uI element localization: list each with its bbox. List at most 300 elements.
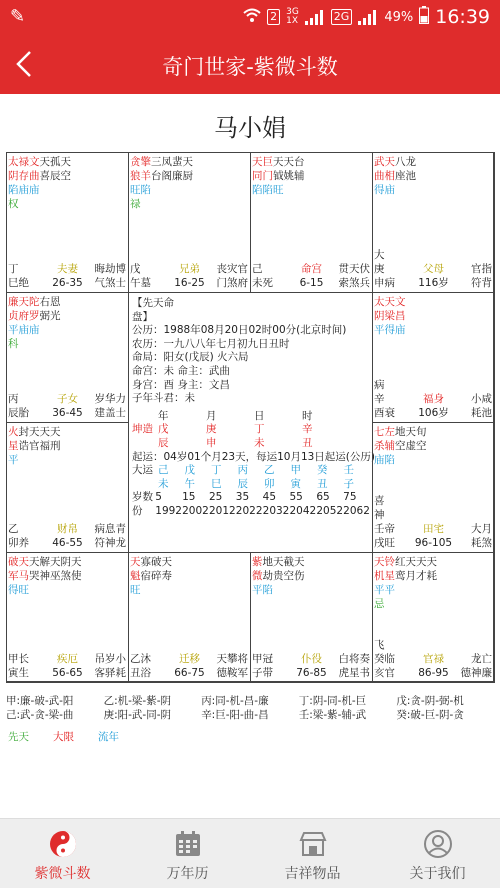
palace-name-row (129, 652, 250, 666)
palace-footer (373, 638, 494, 680)
palace-ganzhi: 壬帝 (374, 523, 395, 535)
star-line (129, 169, 250, 183)
sihua-legend-item: 甲:廉-破-武-阳 (6, 695, 74, 707)
palace-shensha: 气煞士 (94, 277, 126, 289)
palace-shensha: 虎星书 (338, 667, 370, 679)
star-text: 鸾月才耗 (395, 570, 437, 582)
star-line (7, 583, 128, 597)
star-text: 天 (130, 556, 141, 568)
palace-extra (373, 378, 494, 392)
tab-ziwei[interactable] (0, 819, 125, 888)
palace-name-row (373, 652, 494, 666)
sihua-legend-item: 癸:破-巨-阴-贪 (396, 709, 464, 721)
palace-name-row (251, 652, 372, 666)
dayun-cell: 2022 (235, 504, 263, 517)
clock: 16:39 (435, 6, 490, 28)
star-line (373, 425, 494, 439)
palace-range-row (7, 536, 128, 550)
daxian-toggle[interactable]: 大限 (53, 731, 74, 743)
palace-shensha: 符背 (470, 277, 492, 289)
palace-footer (129, 262, 250, 290)
star-text: 宿碎寿 (140, 570, 172, 582)
star-line (251, 169, 372, 183)
star-text: 座池 (395, 170, 416, 182)
center-header: 【先天命 (132, 297, 174, 309)
tab-label: 紫微斗数 (34, 866, 91, 882)
bottom-tab-bar (0, 818, 500, 888)
lunar-date: 农历：一九八八年七月初九日丑时 (132, 337, 290, 350)
star-text: 平得庙 (374, 324, 406, 336)
star-text: 阴梁昌 (374, 310, 406, 322)
palace-range-row (373, 406, 494, 420)
star-text: 平陷 (252, 584, 273, 596)
palace-age-range: 6-15 (299, 277, 324, 289)
star-line (7, 439, 128, 453)
palace-shensha: 天攀将 (216, 653, 248, 665)
star-line (129, 583, 250, 597)
palace-cell[interactable] (372, 292, 495, 423)
palace-name: 子女 (56, 393, 78, 405)
sihua-legend-item: 辛:巨-阳-曲-昌 (201, 709, 269, 721)
palace-cell[interactable] (372, 152, 495, 293)
star-text: 权 (8, 198, 19, 210)
palace-cell[interactable] (128, 152, 251, 293)
star-line (7, 183, 128, 197)
star-line (129, 183, 250, 197)
sihua-legend-item: 戊:贪-阴-弼-机 (396, 695, 464, 707)
palace-extra (373, 508, 494, 522)
star-text: 阴存曲 (8, 170, 40, 182)
palace-shensha: 建盖士 (94, 407, 126, 419)
dayun-cell: 55 (289, 491, 303, 504)
star-text: 空虚空 (395, 440, 427, 452)
star-line (7, 295, 128, 309)
dayun-cell: 寅 (290, 477, 301, 490)
star-text: 同门 (252, 170, 273, 182)
star-text: 右恩 (39, 296, 61, 308)
star-text: 地天旬 (395, 426, 427, 438)
palace-shensha: 丧灾官 (216, 263, 248, 275)
dayun-cell: 2012 (208, 504, 236, 517)
star-text: 曲相 (374, 170, 395, 182)
palace-age-range: 106岁 (418, 407, 449, 419)
palace-shensha: 龙亡 (470, 653, 492, 665)
star-text: 天天台 (273, 156, 305, 168)
palace-footer (251, 262, 372, 290)
dayun-cell: 2042 (289, 504, 317, 517)
palace-age-range: 66-75 (174, 667, 205, 679)
star-text: 诰官福刑 (18, 440, 61, 452)
palace-range-row (373, 666, 494, 680)
palace-footer (373, 494, 494, 550)
palace-ganzhi: 丙 (8, 393, 19, 405)
palace-shensha: 大月 (470, 523, 492, 535)
palace-extra (373, 494, 494, 508)
palace-age-range: 46-55 (52, 537, 83, 549)
star-text: 得庙 (374, 184, 395, 196)
legend-row-1 (6, 694, 494, 708)
shop-icon (298, 829, 328, 859)
pillar-stems-row: 坤造 戊 庚 丁 辛 (132, 423, 313, 436)
palace-range-row (7, 406, 128, 420)
palace-ganzhi: 酉衰 (374, 407, 395, 419)
star-text: 弼光 (39, 310, 61, 322)
palace-shensha: 索煞兵 (338, 277, 370, 289)
palace-shensha: 德神廉 (460, 667, 492, 679)
palace-age-range: 26-35 (52, 277, 83, 289)
palace-ganzhi: 戊 (130, 263, 141, 275)
palace-cell[interactable] (250, 552, 373, 683)
palace-range-row (7, 276, 128, 290)
star-text: 太禄文 (8, 156, 40, 168)
star-text: 狼羊 (130, 170, 151, 182)
palace-name-row (7, 392, 128, 406)
palace-age-range: 56-65 (52, 667, 83, 679)
star-text: 旺 (130, 584, 141, 596)
palace-shensha: 客驿耗 (94, 667, 126, 679)
legend-row-2 (6, 708, 494, 722)
network-2g-badge: 2G (331, 9, 353, 25)
sihua-legend-item: 己:武-贪-梁-曲 (6, 709, 74, 721)
star-line (251, 155, 372, 169)
star-text: 八龙 (395, 156, 416, 168)
palace-range-row (129, 276, 250, 290)
star-text: 机星 (374, 570, 395, 582)
dayun-ages-row: 岁数 5 15 25 35 45 55 65 75 (132, 491, 370, 505)
star-line (373, 155, 494, 169)
user-icon (423, 829, 453, 859)
star-line (7, 569, 128, 583)
star-text: 军马 (8, 570, 29, 582)
palace-age-range: 86-95 (418, 667, 449, 679)
palace-age-range: 116岁 (418, 277, 449, 289)
star-line (373, 169, 494, 183)
palace-name-row (373, 522, 494, 536)
palace-shensha: 门煞府 (216, 277, 248, 289)
palace-name: 夫妻 (56, 263, 78, 275)
star-line (251, 555, 372, 569)
palace-range-row (251, 666, 372, 680)
star-text: 火 (8, 426, 19, 438)
palace-name: 迁移 (178, 653, 200, 665)
star-text: 得旺 (8, 584, 29, 596)
star-line (373, 597, 494, 611)
star-line (7, 555, 128, 569)
palace-shensha: 病息青 (94, 523, 126, 535)
calendar-icon (173, 829, 203, 859)
sihua-legend-item: 丙:同-机-昌-廉 (201, 695, 269, 707)
pillar-header-row: 年 月 日 时 (158, 409, 313, 422)
palace-shensha: 官指 (470, 263, 492, 275)
palace-footer (7, 392, 128, 420)
star-text: 天巨 (252, 156, 273, 168)
palace-ganzhi: 己 (252, 263, 263, 275)
dayun-cell: 乙 (264, 464, 275, 477)
star-text: 忌 (374, 598, 385, 610)
palace-name: 命宫 (300, 263, 322, 275)
palace-name-row (251, 262, 372, 276)
star-text: 地天截天 (262, 556, 305, 568)
star-line (129, 155, 250, 169)
star-text: 破天 (8, 556, 29, 568)
dayun-cell: 15 (182, 491, 196, 504)
palace-shensha: 白将奏 (338, 653, 370, 665)
shen-gong: 身宫：酉 身主：文昌 (132, 378, 230, 391)
dayun-cell: 甲 (290, 464, 301, 477)
star-line (7, 453, 128, 467)
palace-name-row (7, 652, 128, 666)
palace-range-row (251, 276, 372, 290)
palace-footer (7, 522, 128, 550)
palace-name: 田宅 (422, 523, 444, 535)
star-line (129, 555, 250, 569)
star-text: 劫贵空伤 (262, 570, 305, 582)
star-text: 天铃 (374, 556, 395, 568)
palace-name: 疾厄 (56, 653, 78, 665)
star-text: 紫 (252, 556, 263, 568)
palace-ganzhi: 乙沐 (130, 653, 151, 665)
signal-icon-2 (358, 10, 378, 25)
legend-key-row (6, 730, 494, 744)
palace-range-row (129, 666, 250, 680)
palace-cell[interactable] (6, 152, 129, 293)
palace-ganzhi: 卯养 (8, 537, 29, 549)
sim-badge: 2 (267, 9, 280, 25)
star-text: 红天天天 (395, 556, 437, 568)
chart-center-info (129, 293, 373, 553)
tab-label: 万年历 (166, 866, 209, 882)
star-line (373, 439, 494, 453)
dayun-cell: 己 (158, 464, 169, 477)
palace-range-row (373, 536, 494, 550)
palace-cell[interactable] (6, 422, 129, 553)
palace-shensha: 德鞍军 (216, 667, 248, 679)
dayun-cell: 2052 (316, 504, 344, 517)
star-text: 三凤蜚天 (151, 156, 193, 168)
palace-cell[interactable] (250, 152, 373, 293)
star-line (7, 169, 128, 183)
palace-footer (129, 652, 250, 680)
dayun-years-row: 份 1992 2002 2012 2022 2032 2042 2052 2062 (132, 504, 370, 517)
palace-footer (373, 378, 494, 420)
palace-ganzhi: 甲冠 (252, 653, 273, 665)
four-pillars-table (132, 410, 370, 451)
star-line (7, 309, 128, 323)
dayun-cell: 丁 (211, 464, 222, 477)
dayun-cell: 巳 (211, 477, 222, 490)
star-line (373, 309, 494, 323)
dayun-cell: 丑 (317, 477, 328, 490)
xiantian-toggle[interactable]: 先天 (8, 731, 29, 743)
dayun-cell: 卯 (264, 477, 275, 490)
palace-ganzhi: 未死 (252, 277, 273, 289)
star-line (373, 323, 494, 337)
app-bar (0, 36, 500, 94)
star-text: 天解天阴天 (29, 556, 82, 568)
palace-ganzhi: 庚 (374, 263, 385, 275)
dayun-cell: 2032 (262, 504, 290, 517)
palace-extra (373, 248, 494, 262)
sihua-legend-item: 乙:机-梁-紫-阴 (103, 695, 171, 707)
palace-shensha: 耗煞 (470, 537, 492, 549)
palace-ganzhi: 辛 (374, 393, 385, 405)
star-line (251, 583, 372, 597)
star-line (373, 183, 494, 197)
dayun-cell: 戊 (184, 464, 195, 477)
palace-name: 财帛 (56, 523, 78, 535)
palace-shensha: 符神龙 (94, 537, 126, 549)
palace-ganzhi: 辰胎 (8, 407, 29, 419)
palace-name-row (129, 262, 250, 276)
battery-icon (419, 6, 429, 28)
star-text: 杀辅 (374, 440, 395, 452)
dayun-cell: 午 (184, 477, 195, 490)
star-line (7, 197, 128, 211)
dayun-cell: 5 (155, 491, 162, 504)
palace-ganzhi: 申病 (374, 277, 395, 289)
palace-ganzhi: 丑浴 (130, 667, 151, 679)
star-text: 太天文 (374, 296, 406, 308)
tab-label: 吉祥物品 (284, 866, 341, 882)
star-text: 科 (8, 338, 19, 350)
tab-calendar[interactable] (125, 819, 250, 888)
network-label: 3G 1X (286, 7, 299, 26)
palace-range-row (7, 666, 128, 680)
palace-age-range: 96-105 (414, 537, 453, 549)
palace-cell[interactable] (6, 552, 129, 683)
palace-cell[interactable] (6, 292, 129, 423)
star-text: 廉天陀 (8, 296, 40, 308)
star-text: 陷庙庙 (8, 184, 40, 196)
palace-extra (373, 638, 494, 652)
star-text: 封天天天 (18, 426, 61, 438)
palace-extra-text: 神 (374, 509, 385, 521)
dayun-cell: 75 (343, 491, 357, 504)
star-text: 哭神巫煞使 (29, 570, 82, 582)
star-text: 禄 (130, 198, 141, 210)
star-line (373, 295, 494, 309)
star-text: 钺姚辅 (273, 170, 305, 182)
center-header-2: 盘】 (132, 310, 153, 323)
palace-ganzhi: 寅生 (8, 667, 29, 679)
star-line (373, 583, 494, 597)
palace-name-row (373, 262, 494, 276)
star-text: 庙陷 (374, 454, 395, 466)
star-line (7, 323, 128, 337)
palace-ganzhi: 子带 (252, 667, 273, 679)
palace-shensha: 晦劫博 (94, 263, 126, 275)
palace-footer (251, 652, 372, 680)
palace-shensha: 贯天伏 (338, 263, 370, 275)
star-text: 平庙庙 (8, 324, 40, 336)
palace-shensha: 岁华力 (94, 393, 126, 405)
palace-name: 父母 (422, 263, 444, 275)
star-text: 七左 (374, 426, 395, 438)
palace-ganzhi: 巳绝 (8, 277, 29, 289)
sihua-legend-item: 丁:阴-同-机-巨 (298, 695, 367, 707)
star-text: 平平 (374, 584, 395, 596)
palace-footer (373, 248, 494, 290)
palace-ganzhi: 午墓 (130, 277, 151, 289)
dayun-cell: 25 (208, 491, 223, 504)
battery-percent: 49% (384, 9, 414, 25)
chart-owner-name: 马小娟 (214, 114, 286, 142)
star-line (7, 425, 128, 439)
palace-cell[interactable] (372, 552, 495, 683)
star-line (251, 569, 372, 583)
tab-about[interactable] (375, 819, 500, 888)
palace-name: 仆役 (300, 653, 322, 665)
palace-name-row (7, 262, 128, 276)
star-line (129, 197, 250, 211)
palace-name-row (7, 522, 128, 536)
palace-name: 官禄 (422, 653, 444, 665)
palace-ganzhi: 乙 (8, 523, 19, 535)
star-line (129, 569, 250, 583)
status-icons (243, 6, 490, 28)
palace-footer (7, 652, 128, 680)
wifi-icon (243, 7, 261, 27)
star-text: 喜辰空 (39, 170, 71, 182)
ming-ju: 命局：阳女(戊辰) 火六局 (132, 351, 249, 364)
star-text: 旺陷 (130, 184, 151, 196)
dayun-cell: 子 (343, 477, 354, 490)
palace-name: 兄弟 (178, 263, 200, 275)
chart-content (0, 94, 500, 818)
signal-icon (305, 10, 325, 25)
dayun-cell: 2002 (182, 504, 209, 517)
dayun-cell: 2062 (343, 504, 370, 517)
status-bar (0, 0, 500, 36)
palace-cell[interactable] (372, 422, 495, 553)
sihua-legend (6, 694, 494, 744)
qi-yun: 起运：04岁01个月23天，每运10月13日起运(公历) (132, 450, 375, 463)
dayun-cell: 癸 (317, 464, 328, 477)
palace-age-range: 16-25 (174, 277, 205, 289)
palace-range-row (373, 276, 494, 290)
star-line (7, 337, 128, 351)
dayun-cell: 45 (262, 491, 277, 504)
palace-age-range: 36-45 (52, 407, 83, 419)
pillar-branches-row: 辰 申 未 丑 (158, 436, 313, 449)
star-line (373, 453, 494, 467)
palace-cell[interactable] (128, 552, 251, 683)
tab-shop[interactable] (250, 819, 375, 888)
palace-ganzhi: 丁 (8, 263, 19, 275)
star-text: 陷陷旺 (252, 184, 284, 196)
page-title: 奇门世家-紫微斗数 (162, 55, 338, 79)
ming-gong: 命宫：未 命主：武曲 (132, 364, 230, 377)
palace-ganzhi: 癸临 (374, 653, 395, 665)
palace-age-range: 76-85 (296, 667, 327, 679)
zi-nian-dou-jun: 子年斗君：未 (132, 392, 195, 405)
dayun-cell: 辰 (237, 477, 248, 490)
solar-date: 公历：1988年08月20日02时00分(北京时间) (132, 324, 347, 337)
palace-extra-text: 飞 (374, 639, 385, 651)
palace-shensha: 小咸 (470, 393, 492, 405)
star-text: 贪擎 (130, 156, 151, 168)
tab-label: 关于我们 (409, 866, 466, 882)
pencil-icon: ✎ (10, 6, 26, 27)
palace-name-row (373, 392, 494, 406)
star-text: 魁 (130, 570, 141, 582)
dayun-stems-row: 大运 己 戊 丁 丙 乙 甲 癸 壬 (132, 464, 370, 478)
dayun-cell: 壬 (343, 464, 354, 477)
star-text: 微 (252, 570, 263, 582)
palace-ganzhi: 亥官 (374, 667, 395, 679)
star-text: 台阁廉厨 (151, 170, 193, 182)
liunian-toggle[interactable]: 流年 (98, 731, 119, 743)
